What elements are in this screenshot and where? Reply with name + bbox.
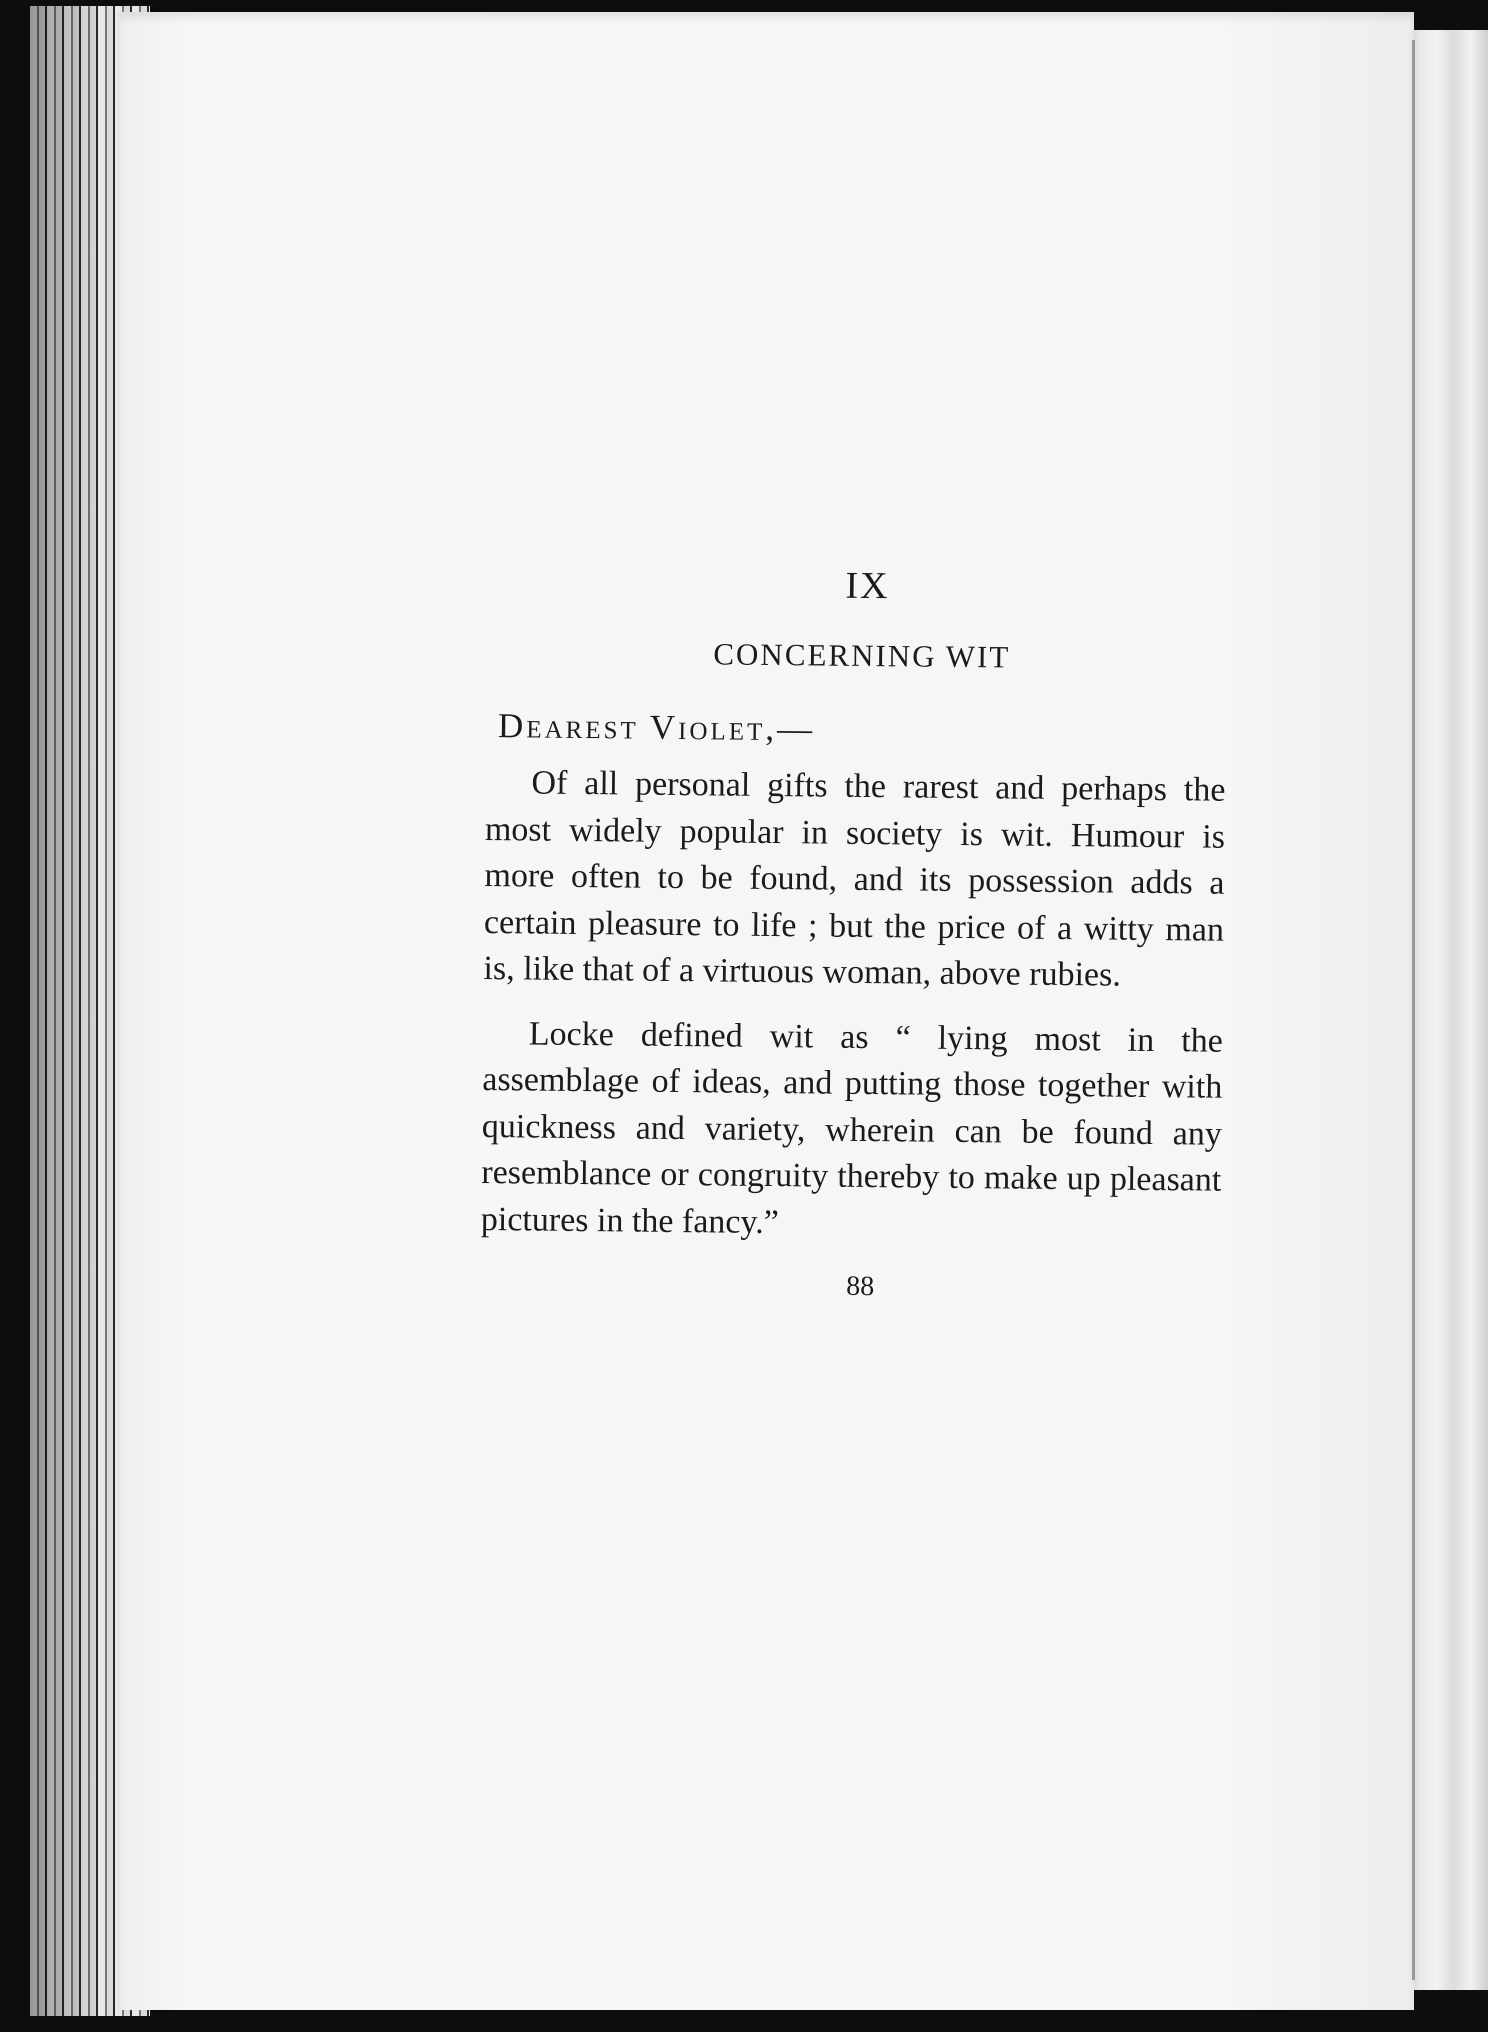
body-paragraph: Of all personal gifts the rarest and perhaps the most widely popular in society is wit. Humour is more often to be found, and its possession adds a certain pleasure to life ; but the price of a witty man is, like that of a virtuous woman, above rubies.	[483, 764, 1226, 994]
page-text	[480, 540, 1228, 1307]
chapter-title: CONCERNING WIT	[713, 636, 1011, 675]
gutter-line	[1412, 40, 1415, 1980]
salutation: Dearest Violet,—	[497, 706, 816, 749]
chapter-number: IX	[845, 564, 890, 608]
page-number: 88	[846, 1270, 875, 1303]
body-paragraph: Locke defined wit as “ lying most in the assemblage of ideas, and putting those together with quickness and variety, wherein can be found any resemblance or congruity thereby to make up pleasant pictures in the fancy.”	[480, 1014, 1223, 1241]
